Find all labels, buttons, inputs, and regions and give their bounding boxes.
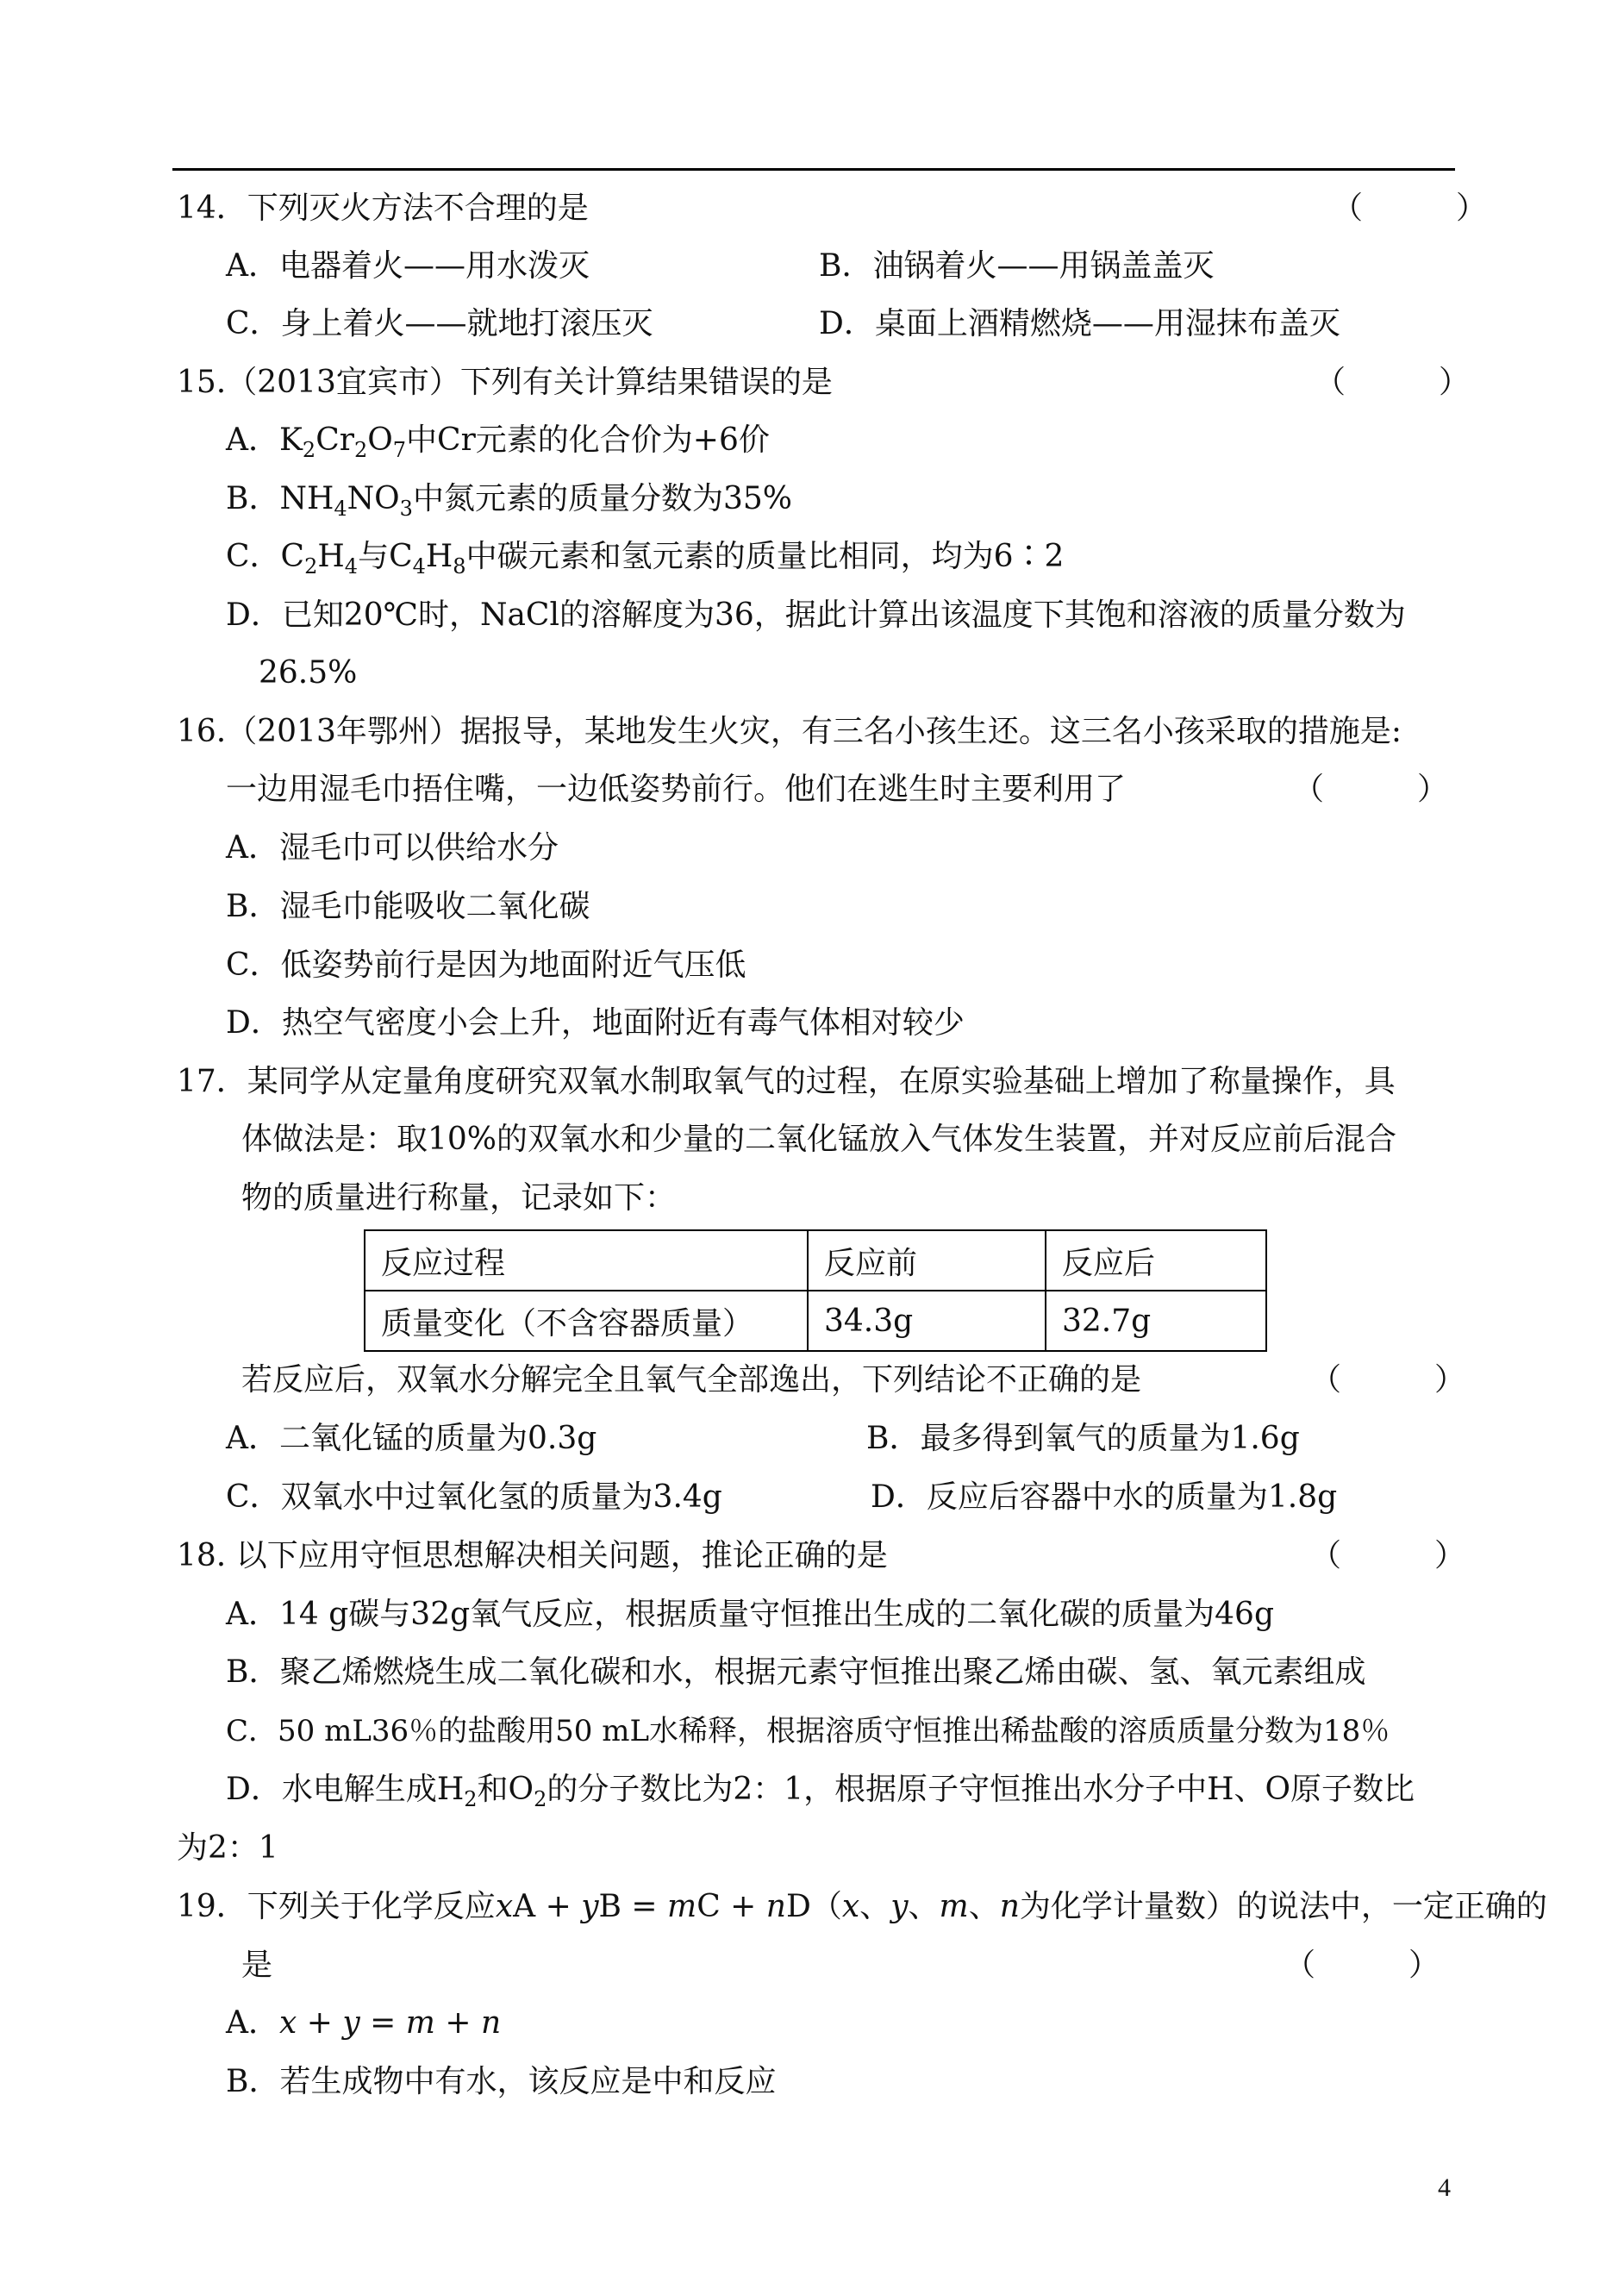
q19-option-b: B．若生成物中有水，该反应是中和反应 — [226, 2064, 777, 2099]
q17-answer-paren: （ ） — [1310, 1362, 1466, 1398]
page-number: 4 — [1438, 2173, 1451, 2202]
q18-answer-paren: （ ） — [1310, 1538, 1466, 1573]
q18-option-d-continued: 为2：1 — [177, 1830, 278, 1866]
q17-option-a: A．二氧化锰的质量为0.3g — [226, 1421, 597, 1456]
q19-option-a: A．x + y = m + n — [226, 2005, 502, 2041]
q18-option-b: B．聚乙烯燃烧生成二氧化碳和水，根据元素守恒推出聚乙烯由碳、氢、氧元素组成 — [226, 1654, 1366, 1690]
q16-option-c: C．低姿势前行是因为地面附近气压低 — [226, 947, 746, 983]
q16-answer-paren: （ ） — [1293, 772, 1449, 807]
q15-option-d: D．已知20℃时，NaCl的溶解度为36，据此计算出该温度下其饱和溶液的质量分数为 — [226, 597, 1406, 633]
q14-stem: 14．下列灭火方法不合理的是 — [177, 191, 589, 226]
q17-option-c: C．双氧水中过氧化氢的质量为3.4g — [226, 1479, 722, 1515]
q14-option-c: C．身上着火——就地打滚压灭 — [226, 306, 653, 341]
q15-answer-paren: （ ） — [1315, 365, 1471, 400]
header-rule — [172, 168, 1455, 171]
q19-stem-line1: 19．下列关于化学反应xA + yB = mC + nD（x、y、m、n为化学计量数）的说法中，一定正确的 — [177, 1889, 1547, 1924]
q16-option-d: D．热空气密度小会上升，地面附近有毒气体相对较少 — [226, 1005, 965, 1041]
q18-option-d: D．水电解生成$H_2$和$O_2$的分子数比为2：1，根据原子守恒推出水分子中H、O原子数比 — [226, 1772, 1415, 1811]
q14-answer-paren: （ ） — [1332, 191, 1488, 226]
q14-option-b: B．油锅着火——用锅盖盖灭 — [819, 248, 1215, 284]
q18-option-c: C．50 mL36％的盐酸用50 mL水稀释，根据溶质守恒推出稀盐酸的溶质质量分数为18％ — [226, 1714, 1390, 1748]
q15-option-a: A．$K_2Cr_2O_7$中Cr元素的化合价为+6价 — [226, 422, 770, 462]
table-header-after: 反应后 — [1046, 1230, 1266, 1291]
q17-stem-line2: 体做法是：取10%的双氧水和少量的二氧化锰放入气体发生装置，并对反应前后混合 — [241, 1122, 1397, 1157]
q16-stem-line2: 一边用湿毛巾捂住嘴，一边低姿势前行。他们在逃生时主要利用了 — [226, 772, 1127, 807]
q15-option-d-continued: 26.5% — [259, 655, 358, 691]
table-cell-mass-change: 质量变化（不含容器质量） — [365, 1291, 808, 1351]
q16-stem-line1: 16.（2013年鄂州）据报导，某地发生火灾，有三名小孩生还。这三名小孩采取的措施是: — [177, 714, 1402, 749]
table-row — [365, 1230, 1266, 1291]
q17-option-b: B．最多得到氧气的质量为1.6g — [866, 1421, 1300, 1456]
q16-option-b: B．湿毛巾能吸收二氧化碳 — [226, 889, 590, 924]
q17-stem-line4: 若反应后，双氧水分解完全且氧气全部逸出，下列结论不正确的是 — [241, 1362, 1142, 1398]
table-header-before: 反应前 — [808, 1230, 1046, 1291]
q15-option-c: C．$C_2H_4$与$C_4H_8$中碳元素和氢元素的质量比相同，均为6∶2 — [226, 539, 1065, 578]
table-cell-mass-after: 32.7g — [1046, 1291, 1266, 1351]
q17-option-d: D．反应后容器中水的质量为1.8g — [871, 1479, 1338, 1515]
q19-answer-paren: （ ） — [1284, 1948, 1440, 1983]
q18-option-a: A．14 g碳与32g氧气反应，根据质量守恒推出生成的二氧化碳的质量为46g — [226, 1597, 1275, 1632]
q14-option-a: A．电器着火——用水泼灭 — [226, 248, 590, 284]
table-cell-mass-before: 34.3g — [808, 1291, 1046, 1351]
q19-stem-line2: 是 — [241, 1948, 273, 1983]
q18-stem: 18. 以下应用守恒思想解决相关问题，推论正确的是 — [177, 1538, 888, 1573]
q16-option-a: A．湿毛巾可以供给水分 — [226, 830, 559, 866]
q17-stem-line3: 物的质量进行称量，记录如下： — [241, 1180, 677, 1216]
q17-stem-line1: 17．某同学从定量角度研究双氧水制取氧气的过程，在原实验基础上增加了称量操作，具 — [177, 1064, 1396, 1099]
q15-stem: 15.（2013宜宾市）下列有关计算结果错误的是 — [177, 365, 833, 400]
q14-option-d: D．桌面上酒精燃烧——用湿抹布盖灭 — [819, 306, 1340, 341]
table-row — [365, 1291, 1266, 1351]
q15-option-b: B．$NH_4NO_3$中氮元素的质量分数为35% — [226, 481, 792, 521]
table-header-process: 反应过程 — [365, 1230, 808, 1291]
q17-record-table — [364, 1229, 1267, 1352]
